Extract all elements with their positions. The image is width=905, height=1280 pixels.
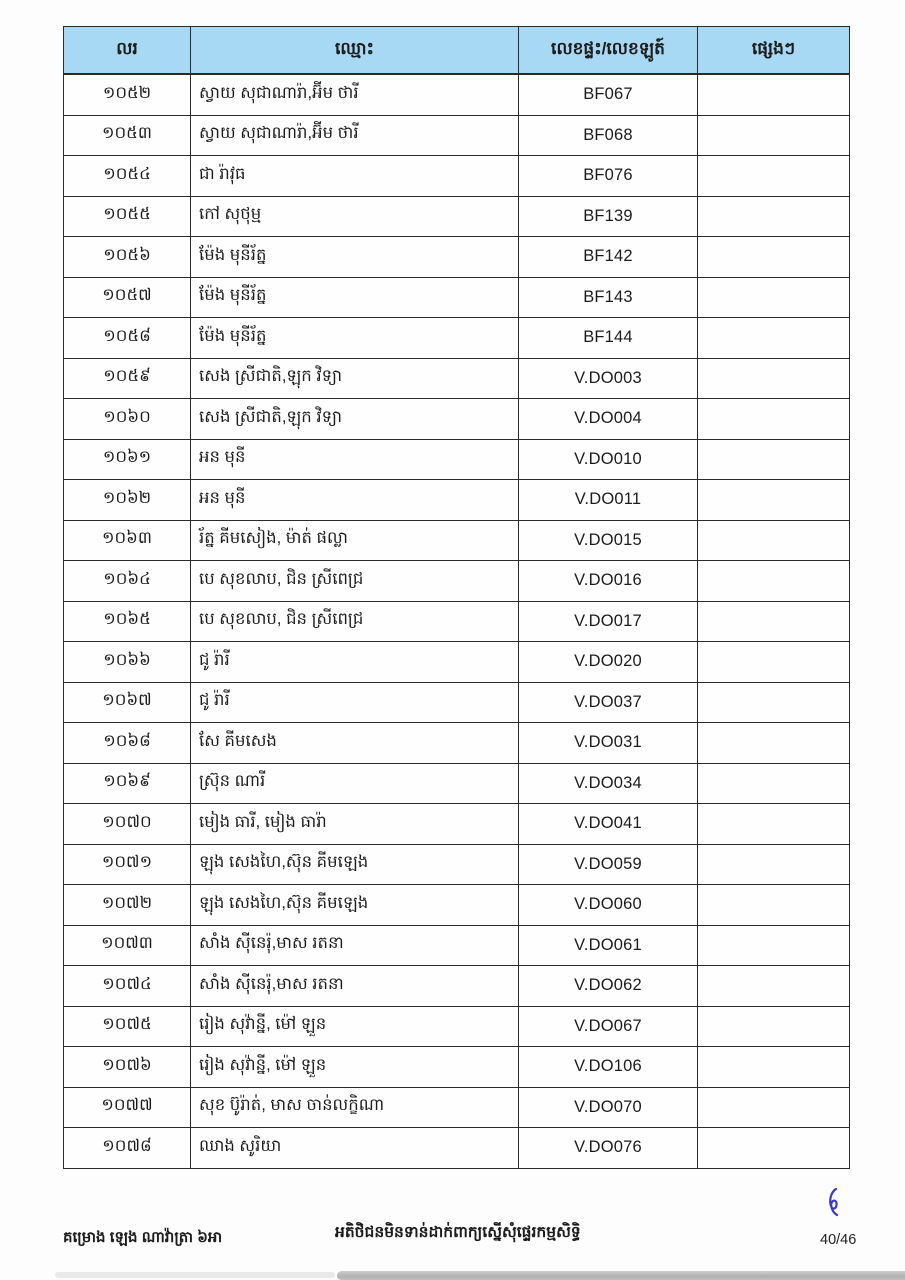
row-code-cell: BF076 (519, 156, 698, 197)
row-name-cell: សាំង ស៊ីនេរ៉ុ,មាស រតនា (191, 966, 519, 1007)
row-name-cell: ស្វាយ សុជាណារ៉ា,អ៊ីម ថារី (191, 74, 519, 115)
row-number-cell: ១០៦៤ (64, 561, 191, 602)
row-name-cell: រៀង សុវ៉ាន្នី, ម៉ៅ ឡួន (191, 1047, 519, 1088)
row-number-cell: ១០៥៩ (64, 358, 191, 399)
row-number-cell: ១០៦៥ (64, 601, 191, 642)
row-number-cell: ១០៥៣ (64, 115, 191, 156)
table-row (64, 1128, 850, 1169)
table-row (64, 358, 850, 399)
table-row (64, 844, 850, 885)
row-other-cell (698, 844, 850, 885)
row-number-cell: ១០៥៦ (64, 237, 191, 278)
row-name-cell: ឈាង សូរិយា (191, 1128, 519, 1169)
row-number-cell: ១០៥៥ (64, 196, 191, 237)
row-code-cell: BF143 (519, 277, 698, 318)
row-number-cell: ១០៦៧ (64, 682, 191, 723)
table-row (64, 399, 850, 440)
row-name-cell: ស្វាយ សុជាណារ៉ា,អ៊ីម ថារី (191, 115, 519, 156)
row-code-cell: BF139 (519, 196, 698, 237)
row-number-cell: ១០៧៦ (64, 1047, 191, 1088)
table-row (64, 763, 850, 804)
row-other-cell (698, 439, 850, 480)
row-other-cell (698, 277, 850, 318)
row-number-cell: ១០៥៤ (64, 156, 191, 197)
row-other-cell (698, 196, 850, 237)
row-name-cell: ជូ រ៉ារី (191, 682, 519, 723)
table-row (64, 966, 850, 1007)
row-name-cell: រៀង សុវ៉ាន្នី, ម៉ៅ ឡួន (191, 1006, 519, 1047)
row-name-cell: ម៉ែង មុនីរ័ត្ន (191, 318, 519, 359)
row-name-cell: សុខ ប៊ូរ៉ាត់, មាស ចាន់លក្ខិណា (191, 1087, 519, 1128)
row-number-cell: ១០៧៧ (64, 1087, 191, 1128)
page-footer (0, 1222, 905, 1262)
table-row (64, 642, 850, 683)
row-other-cell (698, 156, 850, 197)
row-code-cell: V.DO010 (519, 439, 698, 480)
row-code-cell: V.DO016 (519, 561, 698, 602)
row-number-cell: ១០៧៣ (64, 925, 191, 966)
row-other-cell (698, 601, 850, 642)
table-row (64, 601, 850, 642)
row-code-cell: V.DO067 (519, 1006, 698, 1047)
row-number-cell: ១០៦៨ (64, 723, 191, 764)
row-name-cell: បេ សុខលាប, ជិន ស្រីពេជ្រ (191, 561, 519, 602)
table-row (64, 885, 850, 926)
row-code-cell: V.DO017 (519, 601, 698, 642)
row-number-cell: ១០៥៨ (64, 318, 191, 359)
row-other-cell (698, 1128, 850, 1169)
table-row (64, 723, 850, 764)
table-row (64, 804, 850, 845)
row-code-cell: BF068 (519, 115, 698, 156)
row-other-cell (698, 1006, 850, 1047)
row-code-cell: V.DO020 (519, 642, 698, 683)
table-row (64, 1087, 850, 1128)
row-code-cell: BF144 (519, 318, 698, 359)
row-number-cell: ១០៦២ (64, 480, 191, 521)
row-other-cell (698, 74, 850, 115)
row-other-cell (698, 885, 850, 926)
row-code-cell: V.DO062 (519, 966, 698, 1007)
table-row (64, 237, 850, 278)
row-code-cell: V.DO106 (519, 1047, 698, 1088)
table-row (64, 277, 850, 318)
row-code-cell: V.DO015 (519, 520, 698, 561)
row-code-cell: V.DO070 (519, 1087, 698, 1128)
row-other-cell (698, 763, 850, 804)
row-number-cell: ១០៧៤ (64, 966, 191, 1007)
table-row (64, 1006, 850, 1047)
scan-artifact-bar (337, 1271, 905, 1280)
row-code-cell: V.DO060 (519, 885, 698, 926)
row-number-cell: ១០៦៦ (64, 642, 191, 683)
column-header-code: លេខផ្ទះ/លេខឡូត៍ (519, 27, 698, 75)
row-code-cell: V.DO061 (519, 925, 698, 966)
table-row (64, 74, 850, 115)
row-name-cell: កៅ សុថុម្ម (191, 196, 519, 237)
row-other-cell (698, 1087, 850, 1128)
row-other-cell (698, 358, 850, 399)
row-other-cell (698, 723, 850, 764)
table-row (64, 156, 850, 197)
applicants-table (63, 26, 850, 1169)
row-name-cell: ជា រ៉ាវុធ (191, 156, 519, 197)
row-other-cell (698, 642, 850, 683)
row-number-cell: ១០៦១ (64, 439, 191, 480)
pen-signature-mark (822, 1186, 848, 1218)
table-row (64, 196, 850, 237)
row-code-cell: V.DO034 (519, 763, 698, 804)
row-name-cell: ម៉ែង មុនីរ័ត្ន (191, 237, 519, 278)
column-header-other: ផ្សេងៗ (698, 27, 850, 75)
table-header-row (64, 27, 850, 75)
table-row (64, 561, 850, 602)
table-row (64, 925, 850, 966)
table-row (64, 318, 850, 359)
footer-note-label: អតិថិជនមិនទាន់ដាក់ពាក្យស្នើសុំផ្ទេរកម្មសិទ្ធិ (335, 1224, 581, 1241)
row-number-cell: ១០៦៣ (64, 520, 191, 561)
table-row (64, 115, 850, 156)
row-other-cell (698, 804, 850, 845)
row-code-cell: V.DO004 (519, 399, 698, 440)
row-code-cell: BF142 (519, 237, 698, 278)
row-other-cell (698, 1047, 850, 1088)
row-name-cell: អន មុនី (191, 480, 519, 521)
row-name-cell: បេ សុខលាប, ជិន ស្រីពេជ្រ (191, 601, 519, 642)
row-name-cell: សែ គីមសេង (191, 723, 519, 764)
row-name-cell: ឡុង សេងហៃ,ស៊ុន គីមឡេង (191, 885, 519, 926)
row-other-cell (698, 115, 850, 156)
row-number-cell: ១០៧១ (64, 844, 191, 885)
row-name-cell: ម៉ែង មុនីរ័ត្ន (191, 277, 519, 318)
row-name-cell: ស្រ៊ុន ណារី (191, 763, 519, 804)
row-code-cell: V.DO076 (519, 1128, 698, 1169)
row-other-cell (698, 237, 850, 278)
row-other-cell (698, 480, 850, 521)
table-row (64, 520, 850, 561)
row-code-cell: V.DO031 (519, 723, 698, 764)
row-other-cell (698, 925, 850, 966)
row-code-cell: BF067 (519, 74, 698, 115)
row-number-cell: ១០៧០ (64, 804, 191, 845)
row-number-cell: ១០៧២ (64, 885, 191, 926)
scan-artifact-smudge (55, 1272, 335, 1278)
row-other-cell (698, 561, 850, 602)
page-number: 40/46 (820, 1232, 857, 1248)
row-code-cell: V.DO037 (519, 682, 698, 723)
row-other-cell (698, 520, 850, 561)
row-code-cell: V.DO059 (519, 844, 698, 885)
row-name-cell: មៀង ធារី, មៀង ធារ៉ា (191, 804, 519, 845)
table-row (64, 1047, 850, 1088)
row-code-cell: V.DO011 (519, 480, 698, 521)
row-name-cell: អន មុនី (191, 439, 519, 480)
row-number-cell: ១០៥៧ (64, 277, 191, 318)
row-number-cell: ១០៦០ (64, 399, 191, 440)
row-code-cell: V.DO003 (519, 358, 698, 399)
row-name-cell: ឡុង សេងហៃ,ស៊ុន គីមឡេង (191, 844, 519, 885)
row-name-cell: សេង ស្រីជាតិ,ឡុក វិទ្យា (191, 358, 519, 399)
footer-project-label: គម្រោង ឡេង ណាវ៉ាត្រា ៦អា (63, 1229, 223, 1246)
row-name-cell: ជូ រ៉ារី (191, 642, 519, 683)
column-header-name: ឈ្មោះ (191, 27, 519, 75)
row-other-cell (698, 318, 850, 359)
row-name-cell: រ័ត្ន គីមសៀង, ម៉ាត់ ផល្លា (191, 520, 519, 561)
row-code-cell: V.DO041 (519, 804, 698, 845)
row-number-cell: ១០៧៥ (64, 1006, 191, 1047)
row-number-cell: ១០៦៩ (64, 763, 191, 804)
row-other-cell (698, 399, 850, 440)
table-row (64, 682, 850, 723)
table-row (64, 480, 850, 521)
row-number-cell: ១០៥២ (64, 74, 191, 115)
column-header-no: លរ (64, 27, 191, 75)
row-other-cell (698, 682, 850, 723)
row-name-cell: សាំង ស៊ីនេរ៉ុ,មាស រតនា (191, 925, 519, 966)
row-name-cell: សេង ស្រីជាតិ,ឡុក វិទ្យា (191, 399, 519, 440)
row-other-cell (698, 966, 850, 1007)
row-number-cell: ១០៧៨ (64, 1128, 191, 1169)
table-body (64, 74, 850, 1168)
table-row (64, 439, 850, 480)
table-header (64, 27, 850, 75)
